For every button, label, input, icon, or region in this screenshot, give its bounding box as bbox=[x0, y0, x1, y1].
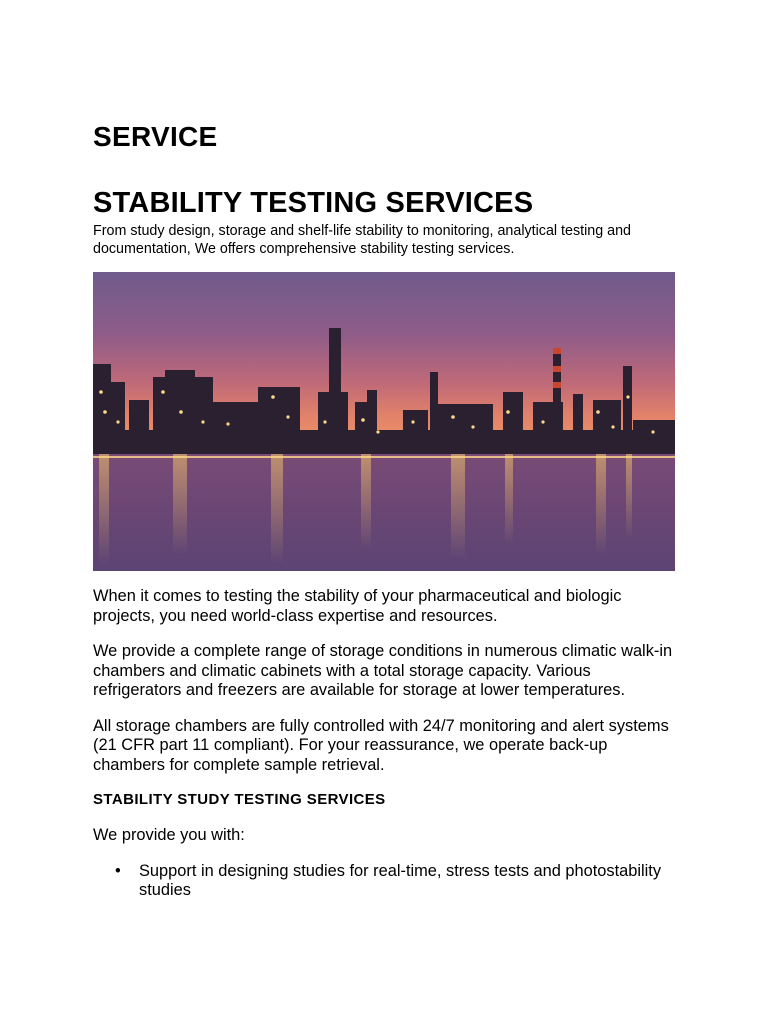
section-heading: SERVICE bbox=[93, 121, 218, 152]
intro-text: From study design, storage and shelf-life stability to monitoring, analytical testing and documentation, We offers comprehensive stability testing services. bbox=[93, 223, 631, 257]
paragraph: When it comes to testing the stability of your pharmaceutical and biologic projects, you need world-class expertise and resources. bbox=[93, 587, 622, 625]
subheading: STABILITY STUDY TESTING SERVICES bbox=[93, 791, 386, 808]
services-list bbox=[93, 862, 683, 901]
body-content bbox=[93, 587, 683, 901]
list-item-text: Support in designing studies for real-time, stress tests and photostability studies bbox=[139, 861, 662, 899]
list-intro: We provide you with: bbox=[93, 826, 245, 844]
page-title: STABILITY TESTING SERVICES bbox=[93, 187, 534, 219]
refinery-photo bbox=[93, 272, 675, 571]
hero-image bbox=[93, 272, 675, 571]
bullet-icon: • bbox=[115, 861, 121, 880]
paragraph: All storage chambers are fully controlled with 24/7 monitoring and alert systems (21 CFR part 11 compliant). For your reassurance, we operate back-up chambers for complete sample retrieval. bbox=[93, 716, 669, 774]
list-item bbox=[115, 861, 683, 901]
paragraph: We provide a complete range of storage conditions in numerous climatic walk-in chambers and climatic cabinets with a total storage capacity. Various refrigerators and freezers are available for storage at lower temperatures. bbox=[93, 642, 673, 699]
